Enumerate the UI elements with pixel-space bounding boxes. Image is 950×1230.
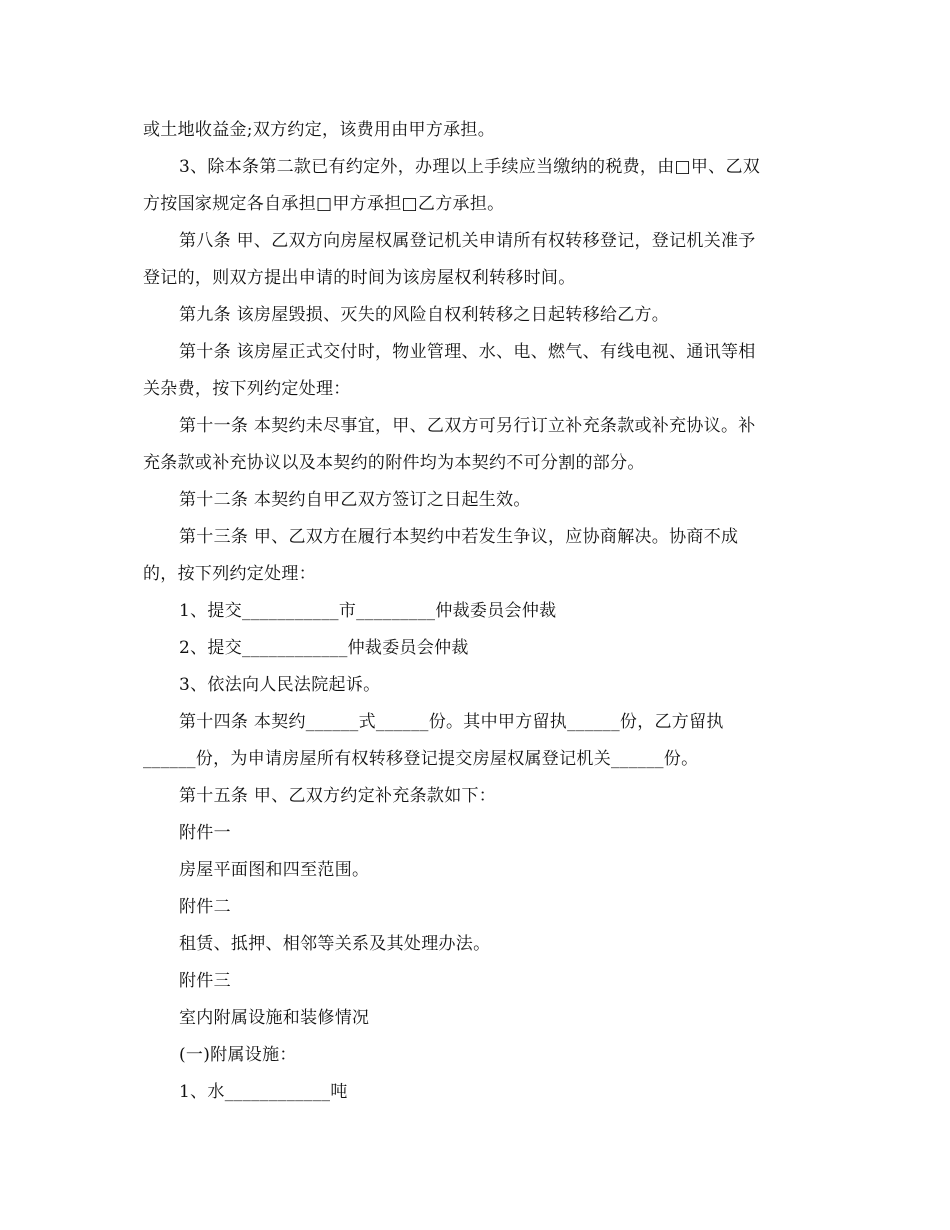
line: 2、提交____________仲裁委员会仲裁: [179, 638, 469, 658]
paragraph-2: [143, 149, 803, 223]
attachment-3-heading: [143, 963, 803, 1000]
attachment-1-heading: [143, 815, 803, 852]
facilities-heading: [143, 1037, 803, 1074]
line: 或土地收益金;双方约定，该费用由甲方承担。: [143, 120, 496, 140]
article-8: [143, 223, 803, 297]
line: 方按国家规定各自承担□甲方承担□乙方承担。: [143, 194, 505, 214]
line: 租赁、抵押、相邻等关系及其处理办法。: [179, 934, 491, 954]
line: 的，按下列约定处理：: [143, 564, 316, 584]
line: 第十三条 甲、乙双方在履行本契约中若发生争议，应协商解决。协商不成: [179, 527, 739, 547]
dispute-option-2: [143, 630, 803, 667]
line: 关杂费，按下列约定处理：: [143, 379, 351, 399]
attachment-2-heading: [143, 889, 803, 926]
line: 附件二: [179, 897, 231, 917]
line: 第十五条 甲、乙双方约定补充条款如下：: [179, 786, 497, 806]
line: 第十四条 本契约______式______份。其中甲方留执______份，乙方留执: [179, 712, 724, 732]
line: 第九条 该房屋毁损、灭失的风险自权利转移之日起转移给乙方。: [179, 305, 670, 325]
article-12: [143, 482, 803, 519]
line: 1、水____________吨: [179, 1082, 348, 1102]
line: 3、除本条第二款已有约定外，办理以上手续应当缴纳的税费，由□甲、乙双: [179, 157, 761, 177]
line: 3、依法向人民法院起诉。: [179, 675, 381, 695]
article-10: [143, 334, 803, 408]
paragraph-1: [143, 112, 803, 149]
article-11: [143, 408, 803, 482]
article-9: [143, 297, 803, 334]
attachment-2-text: [143, 926, 803, 963]
line: 附件一: [179, 823, 231, 843]
line: 第十一条 本契约未尽事宜，甲、乙双方可另行订立补充条款或补充协议。补: [179, 416, 756, 436]
line: 房屋平面图和四至范围。: [179, 860, 370, 880]
line: 室内附属设施和装修情况: [179, 1008, 370, 1028]
line: ______份，为申请房屋所有权转移登记提交房屋权属登记机关______份。: [143, 749, 699, 769]
facility-water: [143, 1074, 803, 1111]
line: 第十二条 本契约自甲乙双方签订之日起生效。: [179, 490, 531, 510]
line: (一)附属设施：: [179, 1045, 297, 1065]
article-15: [143, 778, 803, 815]
line: 登记的，则双方提出申请的时间为该房屋权利转移时间。: [143, 268, 576, 288]
dispute-option-1: [143, 593, 803, 630]
attachment-3-text: [143, 1000, 803, 1037]
line: 第十条 该房屋正式交付时，物业管理、水、电、燃气、有线电视、通讯等相: [179, 342, 756, 362]
article-14: [143, 704, 803, 778]
line: 1、提交___________市_________仲裁委员会仲裁: [179, 601, 557, 621]
attachment-1-text: [143, 852, 803, 889]
dispute-option-3: [143, 667, 803, 704]
line: 附件三: [179, 971, 231, 991]
line: 第八条 甲、乙双方向房屋权属登记机关申请所有权转移登记，登记机关准予: [179, 231, 756, 251]
article-13: [143, 519, 803, 593]
line: 充条款或补充协议以及本契约的附件均为本契约不可分割的部分。: [143, 453, 645, 473]
document-body: [143, 112, 803, 1111]
